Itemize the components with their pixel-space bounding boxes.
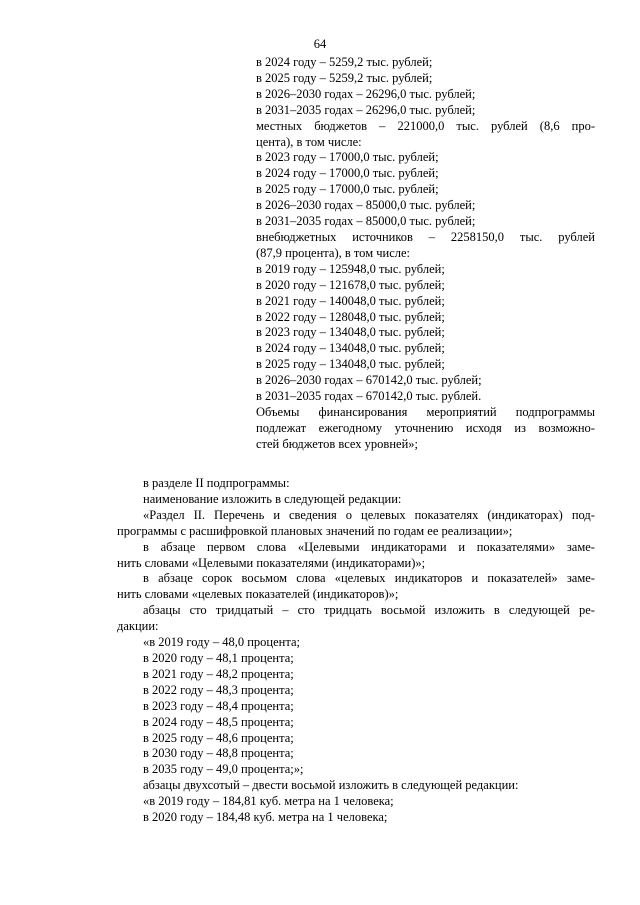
para-first-line [117,540,595,556]
word: Объемы [256,404,300,419]
word: и [471,571,479,586]
word: в [493,603,500,618]
word: о [345,507,353,522]
word: в [143,539,149,554]
word: абзацы [143,603,181,618]
word: изложить [434,603,485,618]
word: рублей [491,118,528,133]
para-200: абзацы двухсотый – двести восьмой изложить в следующей редакции: [143,778,519,793]
word: мероприятий [426,404,497,419]
word: восьмом [241,571,287,586]
water-line: «в 2019 году – 184,81 куб. метра на 1 человека; [143,794,394,809]
word: (8,6 [539,118,560,133]
percent-line: «в 2019 году – 48,0 процента; [143,635,300,650]
percent-line: в 2025 году – 48,6 процента; [143,730,294,745]
word: сто [189,603,207,618]
word: 221000,0 [397,118,445,133]
financing-line: в 2024 году – 17000,0 тыс. рублей; [256,166,439,181]
section-title-line [117,508,595,524]
name-intro: наименование изложить в следующей редакции: [143,491,402,506]
financing-line: в 2020 году – 121678,0 тыс. рублей; [256,277,445,292]
word: сто [297,603,315,618]
word: «целевых [334,571,386,586]
financing-line: в 2026–2030 годах – 26296,0 тыс. рублей; [256,86,476,101]
para-48-line-2: нить словами «целевых показателей (индикаторов)»; [117,587,399,602]
word: «Целевыми [297,539,360,554]
note-line [256,405,595,421]
financing-line: в 2031–2035 годах – 26296,0 тыс. рублей; [256,102,476,117]
local-budgets-line [256,119,595,135]
word: слова [256,539,287,554]
word: первом [206,539,246,554]
word: Перечень [214,507,265,522]
word: – [282,603,289,618]
financing-line: в 2023 году – 134048,0 тыс. рублей; [256,325,445,340]
para-130-line [117,603,595,619]
financing-line: в 2021 году – 140048,0 тыс. рублей; [256,293,445,308]
word: целевых [361,507,406,522]
word: заме- [566,571,595,586]
word: под- [571,507,595,522]
word: показателях [414,507,479,522]
financing-line: в 2025 году – 17000,0 тыс. рублей; [256,182,439,197]
word: местных [256,118,303,133]
word: индикаторов [394,571,463,586]
word: бюджетов [314,118,368,133]
financing-line: в 2022 году – 128048,0 тыс. рублей; [256,309,445,324]
word: рублей [558,229,595,244]
word: показателей» [487,571,558,586]
word: сорок [201,571,233,586]
word: ре- [578,603,595,618]
word: внебюджетных [256,229,337,244]
financing-line: в 2026–2030 годах – 670142,0 тыс. рублей; [256,373,482,388]
word: в [143,571,149,586]
financing-line: в 2026–2030 годах – 85000,0 тыс. рублей; [256,198,476,213]
word: индикаторами [371,539,447,554]
amendments-block [117,476,595,826]
word: заме- [566,539,595,554]
word: абзаце [158,571,193,586]
extrabudget-line-2: (87,9 процента), в том числе: [256,245,411,260]
word: слова [296,571,326,586]
percent-line: в 2021 году – 48,2 процента; [143,666,294,681]
percent-line: в 2024 году – 48,5 процента; [143,714,294,729]
word: исходя [465,420,502,435]
word: ежегодному [318,420,383,435]
note-line [256,421,595,437]
word: подлежат [256,420,307,435]
word: следующей [508,603,570,618]
financing-line: в 2024 году – 134048,0 тыс. рублей; [256,341,445,356]
financing-line: в 2025 году – 134048,0 тыс. рублей; [256,357,445,372]
word: (индикаторах) [487,507,563,522]
word: восьмой [380,603,426,618]
word: тридцать [323,603,372,618]
word: тыс. [519,229,543,244]
extrabudget-line [256,230,595,246]
percent-line: в 2035 году – 49,0 процента;»; [143,762,304,777]
word: возможно- [538,420,595,435]
word: подпрограммы [515,404,595,419]
word: тыс. [456,118,479,133]
word: абзаце [160,539,196,554]
word: 2258150,0 [450,229,505,244]
word: из [514,420,526,435]
financing-line: в 2031–2035 годах – 670142,0 тыс. рублей. [256,389,482,404]
word: уточнению [394,420,454,435]
word: тридцатый [215,603,274,618]
financing-line: в 2019 году – 125948,0 тыс. рублей; [256,261,445,276]
percent-line: в 2030 году – 48,8 процента; [143,746,294,761]
word: источников [352,229,413,244]
word: и [273,507,281,522]
word: про- [571,118,595,133]
word: – [379,118,386,133]
word: и [458,539,466,554]
percent-line: в 2022 году – 48,3 процента; [143,682,294,697]
percent-line: в 2023 году – 48,4 процента; [143,698,294,713]
word: – [428,229,436,244]
word: финансирования [318,404,408,419]
financing-line: в 2025 году – 5259,2 тыс. рублей; [256,70,433,85]
water-line: в 2020 году – 184,48 куб. метра на 1 человека; [143,810,388,825]
financing-line: в 2031–2035 годах – 85000,0 тыс. рублей; [256,214,476,229]
para-48-line [117,571,595,587]
section-title-line-2: программы с расшифровкой плановых значений по годам ее реализации»; [117,523,513,538]
note-line-3: стей бюджетов всех уровней»; [256,436,418,451]
section-intro: в разделе II подпрограммы: [143,476,290,490]
percent-line: в 2020 году – 48,1 процента; [143,650,294,665]
para-first-line-2: нить словами «Целевыми показателями (индикаторами)»; [117,555,426,570]
financing-line: в 2024 году – 5259,2 тыс. рублей; [256,55,433,69]
page-number: 64 [313,37,327,51]
local-budgets-line-2: цента), в том числе: [256,134,362,149]
financing-block [256,55,595,453]
word: сведения [289,507,337,522]
word: показателями» [476,539,556,554]
para-130-line-2: дакции: [117,619,159,634]
financing-line: в 2023 году – 17000,0 тыс. рублей; [256,150,439,165]
word: II. [193,507,206,522]
word: «Раздел [143,507,185,522]
